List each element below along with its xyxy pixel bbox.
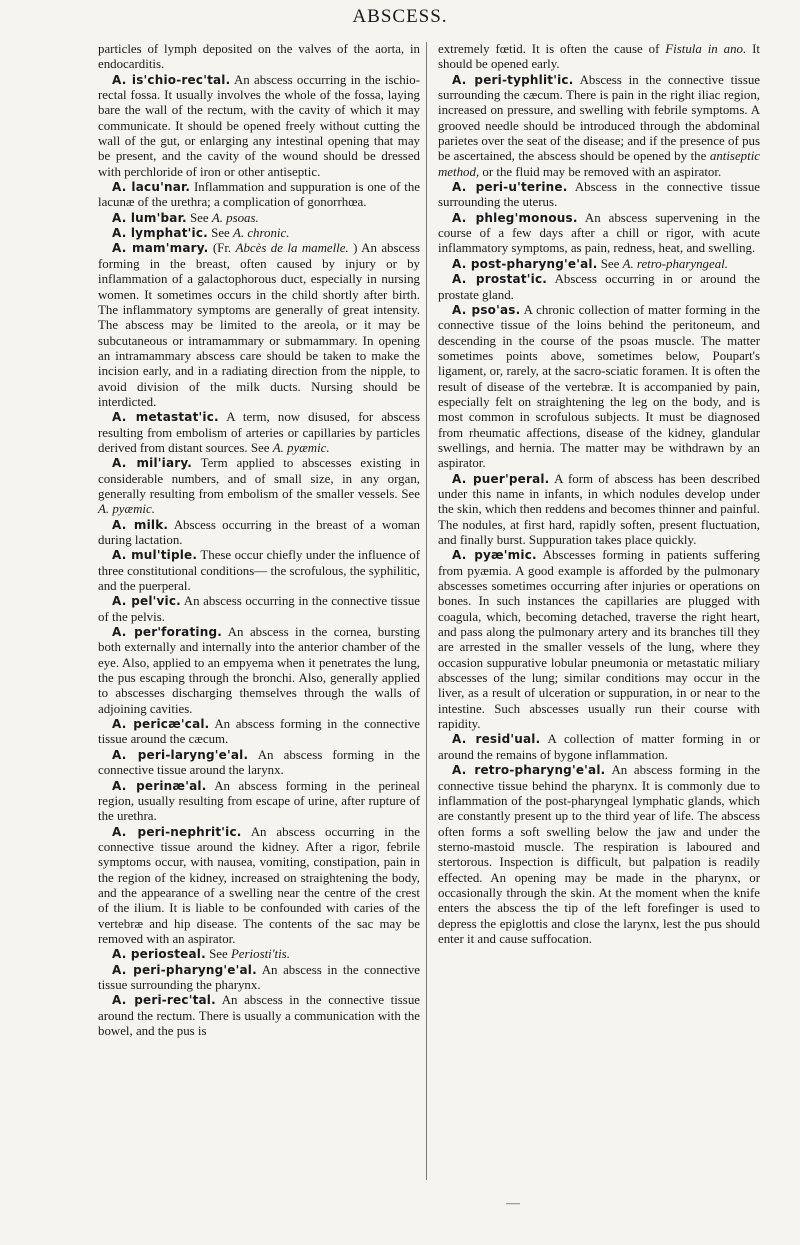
- entry-headword: A. resid'ual.: [452, 732, 541, 747]
- entry-definition: An abscess occurring in the connective tissue of the pelvis.: [98, 594, 421, 624]
- entry-cross-reference: antiseptic method,: [438, 149, 760, 179]
- dictionary-entry: [438, 732, 760, 763]
- entry-definition: extremely fœtid. It is often the cause of: [438, 42, 660, 56]
- entry-definition: Abscess in the connective tissue surrounding the uterus.: [438, 180, 761, 210]
- right-column: [438, 42, 760, 947]
- entry-cross-reference: Fistula in ano.: [665, 42, 747, 56]
- entry-headword: A. pel'vic.: [112, 594, 181, 609]
- entry-headword: A. pericæ'cal.: [112, 717, 210, 732]
- dictionary-entry: [98, 748, 420, 779]
- dictionary-entry: [438, 211, 760, 257]
- dictionary-entry: [438, 548, 760, 732]
- dictionary-entry: [98, 594, 420, 625]
- entry-see-label: (Fr.: [212, 241, 232, 256]
- entry-headword: A. mam'mary.: [112, 241, 209, 256]
- entry-definition: An abscess in the connective tissue surrounding the pharynx.: [98, 962, 421, 992]
- entry-cross-reference: Abcès de la mamelle.: [235, 241, 349, 256]
- dictionary-entry: [98, 180, 420, 211]
- entry-definition: An abscess in the connective tissue around the rectum. There is usually a communication with the bowel, and the pus is: [98, 993, 420, 1038]
- entry-headword: A. lum'bar.: [112, 210, 187, 225]
- dictionary-entry: [98, 410, 420, 456]
- entry-headword: A. retro-pharyng'e'al.: [452, 763, 606, 778]
- dictionary-entry: [98, 241, 420, 410]
- entry-definition: An abscess occurring in the ischio-rectal fossa. It usually involves the whole of the fossa, laying bare the wall of the rectum, with the cavity of which it may communicate. It should be opened freely without cutting the wall of the gut, or enlarging any intestinal opening that may be present, and the cavity of the wound should be dressed with perchloride of iron or other antiseptic.: [98, 72, 420, 179]
- dictionary-entry: [98, 226, 420, 241]
- entry-headword: A. periosteal.: [112, 947, 206, 962]
- entry-cross-reference: A. chronic.: [233, 226, 290, 241]
- dictionary-entry: [438, 73, 760, 180]
- entry-definition: A chronic collection of matter forming in the connective tissue of the loins behind the peritoneum, and descending in the course of the psoas muscle. The matter sometimes points above, sometimes below, Poupart's ligament, or, rarely, at the sacro-sciatic foramen. It is often the result of disease of the vertebræ. It is accompanied by pain, especially felt on straightening the leg on the body, and is most common in scrofulous subjects. It must be diagnosed from rheumatic affections, disease of the kidney, glandular swellings, and hernia. The matter may be withdrawn by an aspirator.: [438, 302, 760, 471]
- dictionary-entry: [98, 825, 420, 948]
- entry-cross-reference: A. pyæmic.: [272, 440, 330, 455]
- entry-headword: A. per'forating.: [112, 625, 223, 640]
- entry-see-label: See: [600, 256, 620, 271]
- entry-definition: A collection of matter forming in or around the remains of bygone inflammation.: [438, 732, 760, 762]
- dictionary-entry: [98, 625, 420, 717]
- entry-headword: A. post-pharyng'e'al.: [452, 256, 598, 271]
- dictionary-entry: [438, 472, 760, 549]
- dictionary-entry: [438, 257, 760, 272]
- entry-see-label: See: [211, 226, 230, 241]
- entry-definition: A form of abscess has been described under this name in infants, in which nodules develop under the skin, which then reddens and becomes thinner and painful. The nodules, at first hard, rapidly soften, present fluctuation, and finally burst. Suppuration takes place quickly.: [438, 471, 761, 547]
- entry-definition: ) An abscess forming in the breast, often caused by injury or by inflammation of a galactophorous duct, especially in nursing women. It sometimes occurs in the child shortly after birth. The inflammatory symptoms are generally of great intensity. The abscess may be limited to the areola, or it may be subcutaneous or intramammary or submammary. In opening an intramammary abscess care should be taken to make the incision early, and in a radiating direction from the nipple, to avoid division of the milk ducts. Nursing should be interdicted.: [98, 241, 420, 409]
- entry-definition: particles of lymph deposited on the valves of the aorta, in endocarditis.: [98, 42, 420, 72]
- entry-headword: A. puer'peral.: [452, 471, 550, 486]
- entry-definition: An abscess in the cornea, bursting both externally and internally into the anterior chamber of the eye. Also, applied to an empyema when it penetrates the lung, the pus escaping through the bronchi. Also, generally applied to abscesses discharging themselves through the walls of adjoining cavities.: [98, 625, 420, 716]
- entry-cross-reference: A. pyæmic.: [98, 502, 155, 517]
- entry-headword: A. lymphat'ic.: [112, 226, 208, 241]
- entry-definition: Inflammation and suppuration is one of the lacunæ of the urethra; a complication of gonorrhœa.: [98, 180, 420, 210]
- running-head: ABSCESS.: [352, 6, 448, 27]
- entry-definition: An abscess forming in the perineal region, usually resulting from escape of urine, after rupture of the urethra.: [98, 778, 420, 824]
- dictionary-entry: [98, 211, 420, 226]
- entry-headword: A. pyæ'mic.: [452, 548, 537, 563]
- entry-definition: An abscess forming in the connective tissue around the cæcum.: [98, 717, 420, 747]
- entry-cross-reference: A. retro-pharyngeal.: [622, 256, 728, 271]
- entry-headword: A. mul'tiple.: [112, 548, 198, 563]
- entry-headword: A. pso'as.: [452, 302, 521, 317]
- entry-headword: A. perinæ'al.: [112, 778, 207, 793]
- entry-headword: A. peri-rec'tal.: [112, 993, 216, 1008]
- entry-definition-tail: It should be opened early.: [438, 42, 760, 72]
- entry-definition: Abscess in the connective tissue surrounding the cæcum. There is pain in the right iliac region, increased on pressure, and swelling with febrile symptoms. A grooved needle should be introduced through the abdominal parietes over the seat of the disease; and if the presence of pus be ascertained, the abscess should be opened by the: [438, 72, 760, 164]
- dictionary-entry: [98, 548, 420, 594]
- entry-definition: An abscess forming in the connective tissue around the larynx.: [98, 747, 421, 778]
- entry-definition: Abscess occurring in the breast of a woman during lactation.: [98, 517, 420, 547]
- entry-definition: An abscess supervening in the course of a few days after a chill or rigor, with acute inflammatory symptoms, as pain, redness, heat, and swelling.: [438, 210, 761, 256]
- dictionary-entry: [98, 73, 420, 180]
- entry-headword: A. prostat'ic.: [452, 272, 548, 287]
- dictionary-entry: [98, 947, 420, 962]
- entry-cross-reference: A. psoas.: [211, 210, 259, 225]
- entry-see-label: See: [209, 947, 228, 962]
- entry-headword: A. peri-laryng'e'al.: [112, 747, 249, 762]
- dictionary-entry: [98, 456, 420, 517]
- entry-headword: A. peri-typhlit'ic.: [452, 72, 574, 87]
- dictionary-entry: [98, 42, 420, 73]
- dictionary-entry: [98, 779, 420, 825]
- entry-definition: An abscess occurring in the connective tissue around the kidney. After a rigor, febrile symptoms occur, with nausea, vomiting, constipation, pain in the region of the kidney, increased on straightening the body, and the appearance of a swelling near the centre of the crest of the ilium. It is liable to be confounded with caries of the vertebræ and hip disease. The contents of the sac may be removed with an aspirator.: [98, 824, 421, 946]
- dictionary-entry: [438, 272, 760, 303]
- dictionary-entry: [98, 518, 420, 549]
- entry-headword: A. peri-u'terine.: [452, 180, 568, 195]
- dictionary-entry: [98, 993, 420, 1039]
- entry-definition: A term, now disused, for abscess resulting from embolism of arteries or capillaries by particles derived from distant sources. See: [98, 410, 420, 455]
- dictionary-entry: [438, 42, 760, 73]
- entry-definition: These occur chiefly under the influence of three constitutional conditions— the scrofulous, the syphilitic, and the puerperal.: [98, 548, 420, 594]
- entry-headword: A. phleg'monous.: [452, 210, 578, 225]
- dictionary-entry: [438, 180, 760, 211]
- dictionary-entry: [98, 963, 420, 994]
- entry-see-label: See: [189, 210, 209, 225]
- entry-cross-reference: Periosti'tis.: [230, 947, 290, 962]
- entry-headword: A. mil'iary.: [112, 456, 193, 471]
- entry-headword: A. is'chio-rec'tal.: [112, 72, 231, 87]
- dictionary-entry: [438, 303, 760, 472]
- entry-headword: A. peri-nephrit'ic.: [112, 824, 242, 839]
- entry-definition-tail: or the fluid may be removed with an aspirator.: [482, 164, 722, 179]
- left-column: [98, 42, 420, 1039]
- entry-definition: Abscesses forming in patients suffering from pyæmia. A good example is afforded by the pulmonary abscesses sometimes occurring after injuries or operations on bones. In such instances the capillaries are plugged with coagula, which, becoming detached, traverse the right heart, and pass along the pulmonary artery and its branches till they are arrested in the smaller vessels of the lung, where they occasion suppurative lobular pneumonia or metastatic miliary abscesses of the lung; similar conditions may occur in the liver, as a result of ulceration or suppuration, in or near to the intestine. Such abscesses usually run their course with rapidity.: [438, 548, 760, 732]
- dictionary-entry: [438, 763, 760, 947]
- entry-headword: A. lacu'nar.: [112, 180, 191, 195]
- ink-mark: —: [506, 1196, 520, 1211]
- entry-headword: A. metastat'ic.: [112, 410, 219, 425]
- entry-definition: An abscess forming in the connective tissue behind the pharynx. It is commonly due to inflammation of the post-pharyngeal lymphatic glands, which are constantly present up to the third year of life. The abscess often forms a soft swelling below the jaw and under the sterno-mastoid muscle. The respiration is laboured and stertorous. Inspection is difficult, but palpation is readily effected. An opening may be made in the pharynx, or occasionally through the skin. At the moment when the knife enters the abscess the tip of the left forefinger is used to depress the epiglottis and close the larynx, lest the pus should enter it and cause suffocation.: [438, 763, 760, 946]
- column-rule: [426, 42, 427, 1180]
- dictionary-entry: [98, 717, 420, 748]
- entry-headword: A. milk.: [112, 517, 169, 532]
- entry-headword: A. peri-pharyng'e'al.: [112, 962, 257, 977]
- entry-definition: Term applied to abscesses existing in considerable numbers, and of small size, in any organ, generally resulting from embolism of the smaller vessels. See: [98, 456, 420, 501]
- entry-definition: Abscess occurring in or around the prostate gland.: [438, 272, 760, 302]
